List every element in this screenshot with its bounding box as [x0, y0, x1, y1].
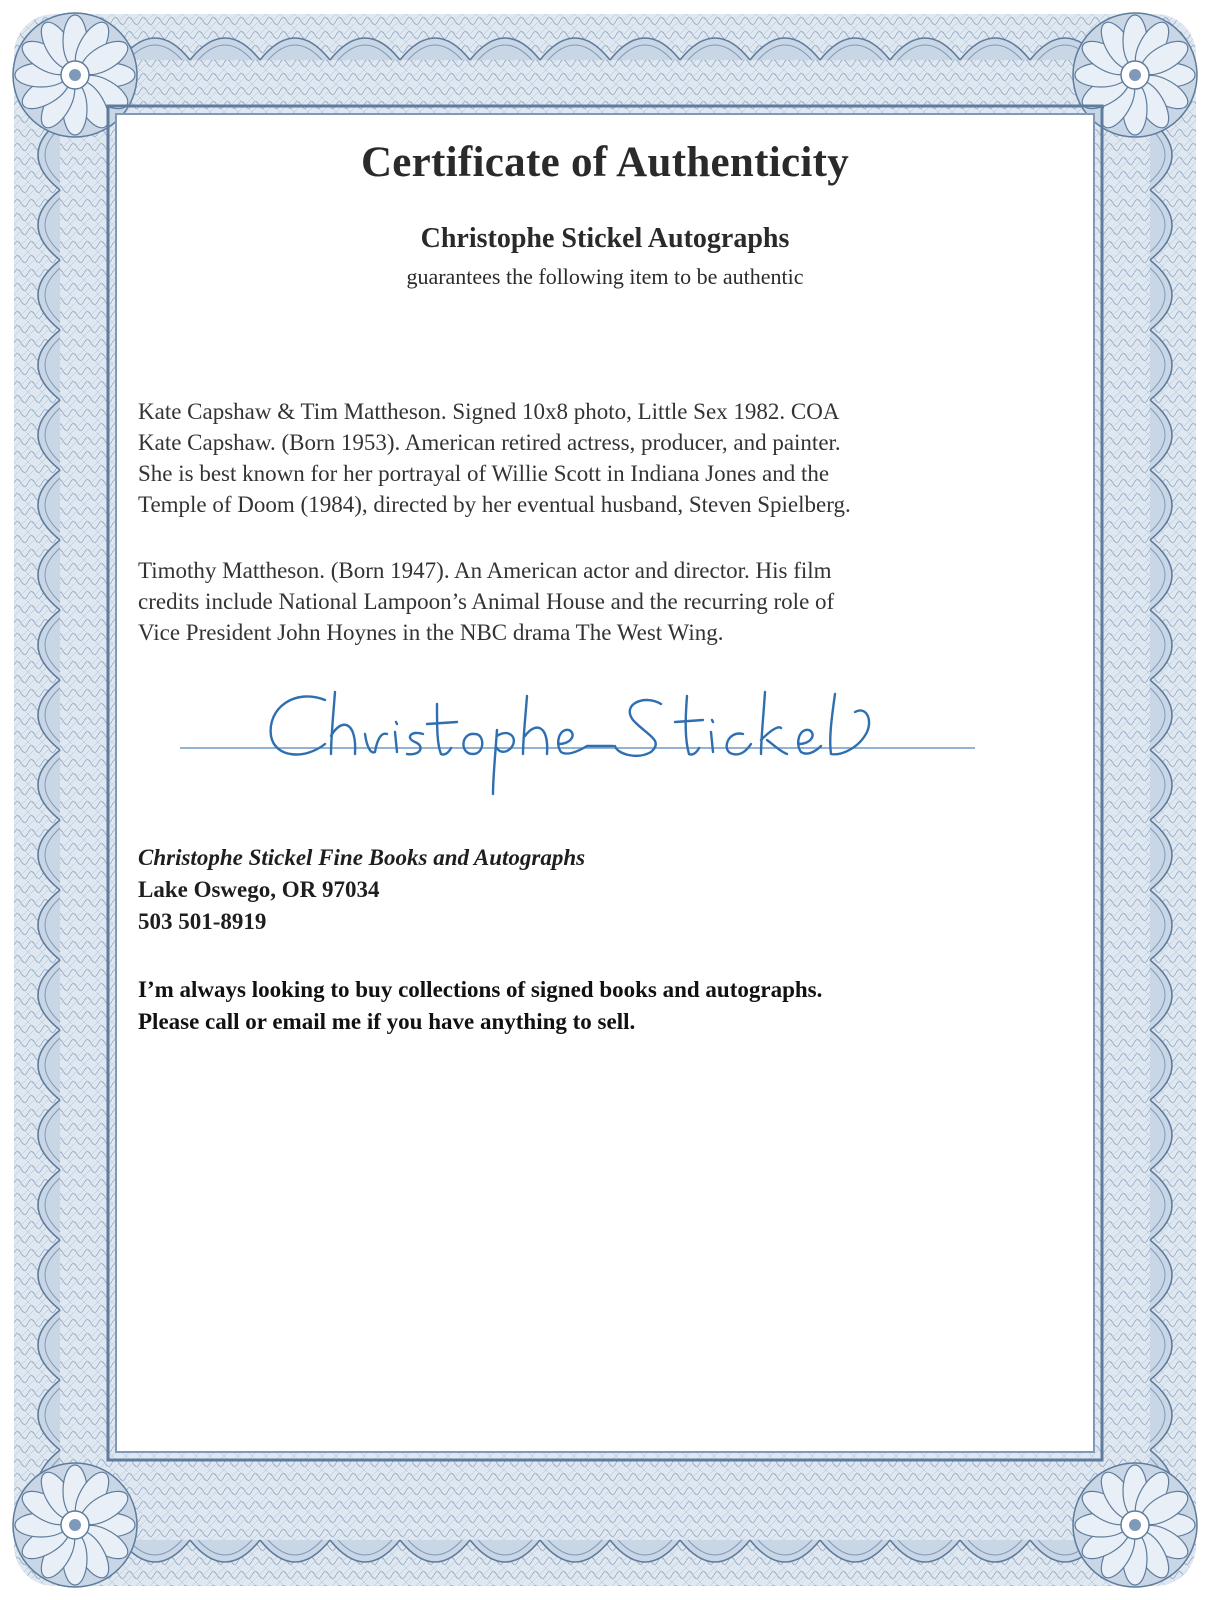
- company-name: Christophe Stickel Autographs: [420, 223, 790, 254]
- buying-note-line-2: Please call or email me if you have anything to sell.: [138, 1009, 636, 1034]
- dealer-phone: 503 501-8919: [138, 909, 267, 934]
- rosette-core: [69, 1519, 81, 1531]
- dealer-city: Lake Oswego, OR 97034: [138, 877, 380, 902]
- buying-note: [138, 974, 822, 1038]
- item-description-1: [138, 396, 1058, 520]
- description-line: Timothy Mattheson. (Born 1947). An American actor and director. His film: [138, 558, 832, 583]
- handwritten-signature: [175, 678, 995, 798]
- dealer-contact: [138, 842, 585, 938]
- certificate-content: [120, 118, 1090, 1448]
- rosette-core: [1129, 69, 1141, 81]
- rosette-core: [1129, 1519, 1141, 1531]
- description-line: She is best known for her portrayal of Willie Scott in Indiana Jones and the: [138, 461, 830, 486]
- description-line: Kate Capshaw. (Born 1953). American retired actress, producer, and painter.: [138, 430, 841, 455]
- description-line: Temple of Doom (1984), directed by her eventual husband, Steven Spielberg.: [138, 492, 851, 517]
- description-line: Kate Capshaw & Tim Mattheson. Signed 10x8 photo, Little Sex 1982. COA: [138, 399, 840, 424]
- description-line: Vice President John Hoynes in the NBC drama The West Wing.: [138, 620, 724, 645]
- dealer-name: Christophe Stickel Fine Books and Autographs: [138, 845, 586, 870]
- item-description-2: [138, 555, 1058, 648]
- rosette-core: [69, 69, 81, 81]
- description-line: credits include National Lampoon’s Animal House and the recurring role of: [138, 589, 835, 614]
- buying-note-line-1: I’m always looking to buy collections of signed books and autographs.: [138, 977, 823, 1002]
- certificate-title: Certificate of Authenticity: [360, 139, 850, 186]
- guarantee-statement: guarantees the following item to be authentic: [406, 264, 804, 289]
